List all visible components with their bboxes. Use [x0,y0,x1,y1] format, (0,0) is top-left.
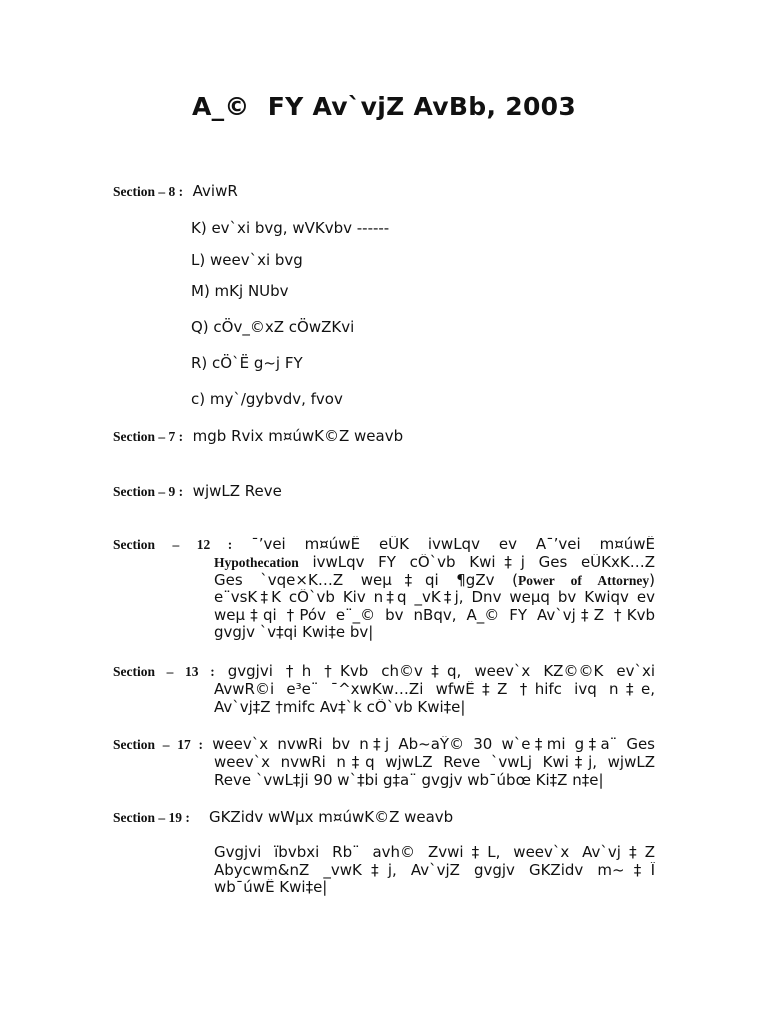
section-12-first-line [113,536,655,554]
section-12-line [214,572,655,590]
section-13-line: Av`vj‡Z †mifc Av‡`k cÖ`vb Kwi‡e| [214,698,466,716]
section-17-line: weev`x nvwRi n‡q wjwLZ Reve `vwLj Kwi‡j, wjwLZ [214,754,655,771]
section-12-line-text: ¯’vei m¤úwË eÜK ivwLqv ev A¯’vei m¤úwË [251,536,655,553]
hypothecation-term: Hypothecation [214,555,299,570]
section-8-item: L) weev`xi bvg [191,251,303,269]
section-13-line-text: gvgjvi †h †Kvb ch©v‡q, weev`x KZ©©K ev`xi [227,663,655,680]
section-12-line-text: ) [649,571,655,589]
section-8-label: Section – 8 : [113,184,184,199]
section-19-header [113,808,658,827]
section-17-first-line [113,736,655,754]
section-17-line: Reve `vwL‡ji 90 w`‡bi g‡a¨ gvgjv wb¯úbœ Ki‡Z n‡e| [214,771,604,789]
section-7-label: Section – 7 : [113,429,184,444]
section-19-line: Abycwm&nZ _vwK‡j, Av`vjZ gvgjv GKZidv m~‡Î [214,861,655,879]
section-7-text: mgb Rvix m¤úwK©Z weavb [192,427,404,445]
document-title: A_© FY Av`vjZ AvBb, 2003 [191,92,577,121]
section-12-line [214,554,655,572]
section-8-heading: AviwR [192,182,238,200]
section-12-line: e¨vsK‡K cÖ`vb Kiv n‡q _vK‡j, Dnv weµq bv Kwiqv ev [214,589,655,606]
section-12-label: Section – 12 : [113,537,233,552]
section-8-item: R) cÖ`Ë g~j FY [191,354,303,372]
section-19-heading: GKZidv wWµx m¤úwK©Z weavb [208,808,454,826]
section-8-header [113,182,658,201]
section-17-body [214,754,655,789]
section-19-line: Gvgjvi ïbvbxi Rb¨ avh© Zvwi‡L, weev`x Av`vj‡Z [214,844,655,861]
section-17-label: Section – 17 : [113,737,204,752]
section-13-label: Section – 13 : [113,664,215,679]
section-19-line: wb¯úwË Kwi‡e| [214,879,328,896]
section-12-line: weµ‡qi †Póv e¨_© bv nBqv, A_© FY Av`vj‡Z †Kvb [214,606,655,624]
section-7-header [113,427,658,446]
section-8-item: M) mKj NUbv [191,282,289,300]
section-13-line: AvwR©i e³e¨ ¯^xwKw…Zi wfwË‡Z †hifc ivq n‡e, [214,681,655,698]
section-12-line-text: ivwLqv FY cÖ`vb Kwi‡j Ges eÜKxK…Z [312,554,655,571]
section-9-header [113,482,658,501]
section-13-body [214,681,655,716]
section-13-first-line [113,663,655,681]
section-9-text: wjwLZ Reve [192,482,282,500]
power-of-attorney-term: Power of Attorney [517,572,650,588]
section-19-body [214,844,655,897]
section-19-label: Section – 19 : [113,810,190,825]
section-17-line-text: weev`x nvwRi bv n‡j Ab~aŸ© 30 w`e‡mi g‡a¨ Ges [212,736,655,753]
section-12-line: gvgjv `v‡qi Kwi‡e bv| [214,624,374,641]
section-8-item: Q) cÖv_©xZ cÖwZKvi [191,318,355,336]
section-9-label: Section – 9 : [113,484,184,499]
section-8-item: c) my`/gybvdv, fvov [191,390,343,408]
section-12-body [214,554,655,642]
section-8-item: K) ev`xi bvg, wVKvbv ------ [191,219,390,237]
section-12-line-text: Ges `vqe×K…Z weµ‡qi ¶gZv ( [214,571,518,589]
